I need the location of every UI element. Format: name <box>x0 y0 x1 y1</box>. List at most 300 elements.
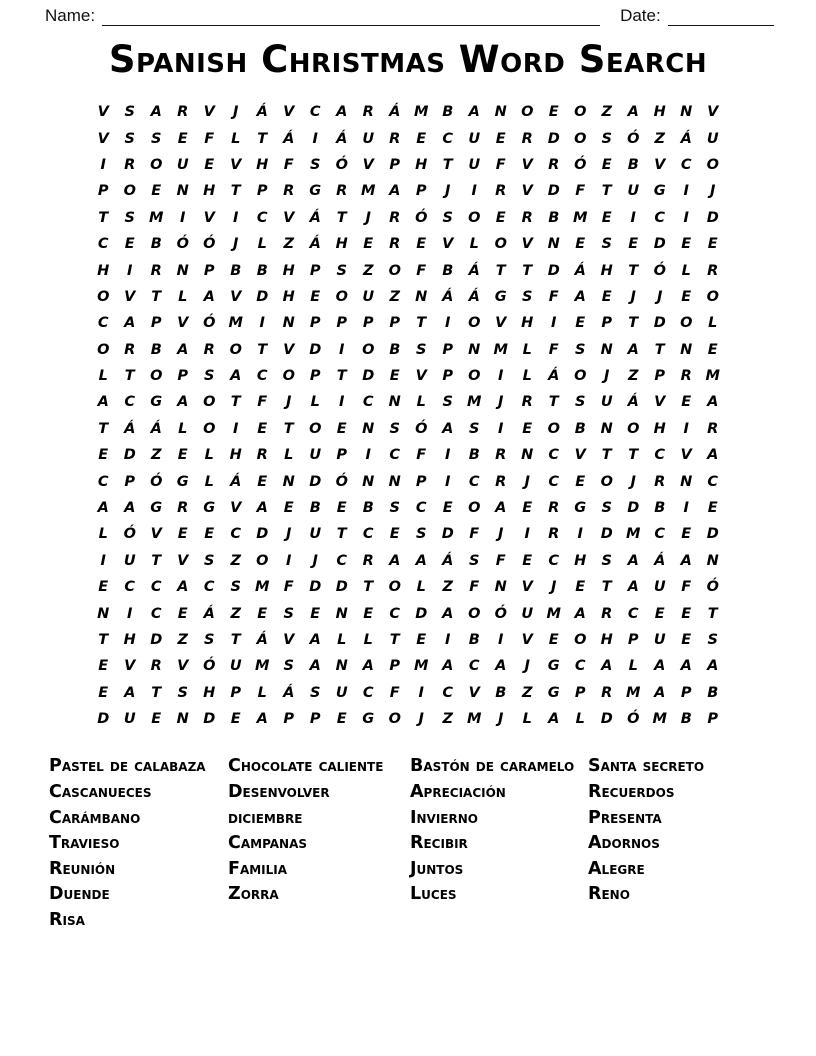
grid-cell: V <box>230 500 242 517</box>
grid-cell: E <box>416 632 427 648</box>
grid-cell: C <box>627 605 639 622</box>
word-list-item: Travieso <box>49 833 120 854</box>
grid-cell: G <box>574 500 587 517</box>
grid-cell: Ó <box>203 236 216 253</box>
grid-cell: F <box>204 130 215 147</box>
word-list-item: Zorra <box>228 884 279 905</box>
grid-cell: J <box>604 368 610 385</box>
grid-cell: A <box>707 394 719 411</box>
grid-cell: A <box>442 605 454 622</box>
grid-cell: T <box>389 632 400 648</box>
grid-cell: O <box>468 315 481 332</box>
grid-cell: L <box>416 394 426 411</box>
grid-cell: T <box>416 315 427 332</box>
grid-cell: S <box>283 605 294 622</box>
grid-cell: J <box>630 288 636 305</box>
grid-cell: V <box>97 104 109 121</box>
grid-cell: D <box>150 632 163 648</box>
grid-cell: Á <box>627 394 639 411</box>
grid-cell: R <box>601 605 613 622</box>
grid-cell: A <box>389 552 401 569</box>
grid-cell: A <box>256 711 268 728</box>
grid-cell: Z <box>362 262 374 279</box>
grid-cell: E <box>336 420 347 437</box>
grid-row <box>90 548 726 574</box>
grid-cell: R <box>601 684 613 701</box>
grid-cell: T <box>98 209 109 226</box>
grid-cell: S <box>336 262 347 279</box>
grid-cell: A <box>574 288 586 305</box>
grid-cell: Á <box>468 288 480 305</box>
grid-cell: O <box>706 288 719 305</box>
grid-cell: N <box>494 579 507 596</box>
grid-cell: R <box>680 368 692 385</box>
grid-cell: I <box>471 183 477 200</box>
grid-cell: D <box>547 130 560 147</box>
grid-cell: E <box>681 526 692 543</box>
grid-cell: O <box>388 262 401 279</box>
grid-cell: C <box>468 473 480 490</box>
grid-cell: N <box>176 262 189 279</box>
grid-cell: D <box>335 579 348 596</box>
grid-cell: P <box>627 632 639 648</box>
grid-cell: T <box>442 156 453 173</box>
grid-cell: C <box>415 500 427 517</box>
grid-cell: E <box>707 236 718 253</box>
grid-cell: N <box>415 288 428 305</box>
grid-cell: Z <box>442 579 453 596</box>
grid-cell: O <box>468 605 481 622</box>
grid-cell: O <box>282 368 295 385</box>
grid-cell: V <box>150 526 162 543</box>
grid-cell: E <box>257 605 268 622</box>
grid-cell: O <box>229 341 242 358</box>
grid-cell: N <box>680 104 693 121</box>
grid-cell: V <box>362 156 374 173</box>
grid-cell: L <box>257 684 267 701</box>
word-list-item: Bastón de caramelo <box>410 756 575 777</box>
grid-cell: D <box>600 711 613 728</box>
grid-cell: B <box>309 500 321 517</box>
grid-cell: L <box>284 447 294 464</box>
grid-cell: T <box>151 552 162 569</box>
grid-cell: R <box>548 156 560 173</box>
grid-cell: E <box>363 605 374 622</box>
word-list-item: Desenvolver <box>228 781 330 802</box>
word-list-item: Campanas <box>228 833 308 854</box>
grid-row <box>90 284 726 310</box>
grid-cell: D <box>256 526 269 543</box>
grid-cell: C <box>654 526 666 543</box>
grid-cell: C <box>362 394 374 411</box>
grid-cell: G <box>362 711 375 728</box>
grid-cell: L <box>310 394 320 411</box>
grid-cell: T <box>601 447 612 464</box>
grid-cell: D <box>706 209 719 226</box>
word-list-item: Invierno <box>410 807 478 828</box>
grid-cell: Á <box>336 130 348 147</box>
grid-row <box>90 310 726 336</box>
grid-cell: Ó <box>123 526 136 543</box>
grid-cell: T <box>601 579 612 596</box>
grid-cell: J <box>498 526 504 543</box>
grid-cell: I <box>339 341 345 358</box>
grid-cell: N <box>680 341 693 358</box>
grid-cell: B <box>654 500 666 517</box>
grid-cell: Ó <box>706 579 719 596</box>
grid-cell: H <box>653 420 666 437</box>
grid-cell: D <box>309 579 322 596</box>
grid-cell: G <box>494 288 507 305</box>
page-title: Spanish Christmas Word Search <box>108 38 708 81</box>
grid-row <box>90 442 726 468</box>
grid-cell: G <box>150 394 163 411</box>
grid-cell: G <box>203 500 216 517</box>
word-list-item: Chocolate caliente <box>228 756 384 777</box>
grid-cell: V <box>283 209 295 226</box>
grid-cell: D <box>547 262 560 279</box>
grid-cell: Ó <box>203 658 216 675</box>
word-list-item: Familia <box>228 858 288 879</box>
grid-cell: E <box>336 500 347 517</box>
grid-cell: A <box>601 658 613 675</box>
grid-cell: S <box>469 420 480 437</box>
grid-cell: E <box>389 368 400 385</box>
grid-cell: S <box>124 104 135 121</box>
grid-cell: Ó <box>150 473 163 490</box>
grid-cell: E <box>204 526 215 543</box>
grid-cell: S <box>416 341 427 358</box>
grid-cell: Á <box>283 130 295 147</box>
grid-cell: M <box>228 315 243 332</box>
grid-cell: V <box>177 552 189 569</box>
grid-cell: E <box>681 288 692 305</box>
grid-cell: S <box>177 684 188 701</box>
grid-cell: P <box>442 341 454 358</box>
grid-cell: V <box>203 209 215 226</box>
word-column <box>410 754 588 933</box>
grid-cell: R <box>362 104 374 121</box>
word-list-item: Apreciación <box>410 781 506 802</box>
grid-cell: E <box>681 605 692 622</box>
grid-cell: J <box>551 579 557 596</box>
grid-cell: N <box>362 420 375 437</box>
grid-cell: D <box>653 315 666 332</box>
grid-cell: A <box>442 420 454 437</box>
grid-cell: E <box>495 209 506 226</box>
grid-cell: Z <box>601 104 612 121</box>
grid-cell: M <box>414 104 429 121</box>
grid-cell: A <box>97 500 109 517</box>
grid-cell: B <box>627 156 639 173</box>
grid-cell: C <box>389 605 401 622</box>
grid-cell: O <box>388 579 401 596</box>
grid-cell: I <box>683 209 689 226</box>
grid-cell: J <box>524 473 530 490</box>
grid-cell: C <box>97 236 109 253</box>
grid-cell: C <box>256 209 268 226</box>
grid-cell: Ó <box>415 209 428 226</box>
grid-cell: T <box>151 684 162 701</box>
grid-cell: C <box>442 684 454 701</box>
word-list-item: Pastel de calabaza <box>49 756 206 777</box>
grid-cell: P <box>97 183 109 200</box>
grid-row <box>90 706 726 732</box>
grid-cell: S <box>707 632 718 648</box>
grid-cell: Ó <box>176 236 189 253</box>
grid-cell: E <box>548 104 559 121</box>
word-list-item: Recuerdos <box>588 781 675 802</box>
grid-cell: A <box>309 658 321 675</box>
grid-cell: F <box>257 394 268 411</box>
grid-cell: O <box>574 130 587 147</box>
grid-cell: V <box>707 104 719 121</box>
grid-cell: I <box>233 420 239 437</box>
grid-cell: P <box>283 711 295 728</box>
grid-cell: P <box>336 447 348 464</box>
grid-cell: I <box>100 552 106 569</box>
grid-cell: D <box>415 605 428 622</box>
grid-cell: S <box>575 394 586 411</box>
grid-row <box>90 257 726 283</box>
grid-cell: N <box>335 605 348 622</box>
grid-cell: L <box>522 341 532 358</box>
grid-cell: T <box>654 341 665 358</box>
grid-cell: J <box>286 394 292 411</box>
grid-cell: C <box>654 209 666 226</box>
grid-cell: A <box>495 658 507 675</box>
grid-cell: B <box>362 500 374 517</box>
grid-cell: V <box>521 156 533 173</box>
grid-cell: Ó <box>574 156 587 173</box>
grid-cell: S <box>230 579 241 596</box>
grid-cell: A <box>627 341 639 358</box>
grid-cell: V <box>521 579 533 596</box>
grid-cell: E <box>283 500 294 517</box>
grid-cell: E <box>124 236 135 253</box>
grid-cell: R <box>389 236 401 253</box>
grid-cell: E <box>177 130 188 147</box>
grid-cell: U <box>468 130 481 147</box>
grid-cell: C <box>124 579 136 596</box>
grid-cell: T <box>628 447 639 464</box>
grid-row <box>90 205 726 231</box>
grid-cell: V <box>521 632 533 648</box>
grid-cell: C <box>442 130 454 147</box>
grid-cell: F <box>575 183 586 200</box>
grid-cell: I <box>127 605 133 622</box>
grid-cell: N <box>521 447 534 464</box>
grid-cell: L <box>522 368 532 385</box>
name-fill-line <box>102 8 600 26</box>
grid-cell: R <box>336 183 348 200</box>
grid-cell: S <box>310 156 321 173</box>
grid-row <box>90 627 726 653</box>
grid-cell: L <box>98 368 108 385</box>
grid-cell: A <box>256 500 268 517</box>
grid-cell: M <box>467 394 482 411</box>
grid-cell: R <box>124 156 136 173</box>
grid-cell: H <box>282 288 295 305</box>
grid-cell: E <box>389 526 400 543</box>
grid-cell: J <box>524 658 530 675</box>
grid-cell: Ó <box>415 420 428 437</box>
grid-cell: O <box>574 368 587 385</box>
grid-cell: A <box>177 579 189 596</box>
grid-cell: J <box>498 394 504 411</box>
grid-cell: I <box>445 447 451 464</box>
grid-cell: G <box>547 658 560 675</box>
grid-cell: P <box>442 368 454 385</box>
grid-cell: Á <box>150 420 162 437</box>
grid-cell: A <box>654 658 666 675</box>
grid-cell: O <box>362 341 375 358</box>
grid-cell: C <box>707 473 719 490</box>
grid-cell: I <box>577 526 583 543</box>
grid-cell: O <box>203 420 216 437</box>
grid-cell: N <box>282 473 295 490</box>
grid-cell: E <box>522 420 533 437</box>
grid-cell: L <box>708 315 718 332</box>
word-list-item: Recibir <box>410 833 468 854</box>
grid-cell: B <box>256 262 268 279</box>
grid-cell: U <box>653 579 666 596</box>
grid-cell: V <box>283 341 295 358</box>
grid-cell: I <box>312 130 318 147</box>
grid-cell: P <box>654 368 666 385</box>
grid-cell: D <box>600 526 613 543</box>
grid-cell: R <box>177 104 189 121</box>
grid-cell: V <box>521 236 533 253</box>
grid-cell: Z <box>230 605 241 622</box>
word-list-item: Alegre <box>588 858 645 879</box>
grid-cell: A <box>309 632 321 648</box>
grid-cell: P <box>680 684 692 701</box>
grid-cell: A <box>124 315 136 332</box>
grid-row <box>90 521 726 547</box>
grid-row <box>90 363 726 389</box>
grid-cell: P <box>309 368 321 385</box>
grid-cell: M <box>493 341 508 358</box>
grid-cell: D <box>203 711 216 728</box>
grid-cell: S <box>389 500 400 517</box>
grid-cell: P <box>309 262 321 279</box>
grid-cell: O <box>547 420 560 437</box>
grid-cell: B <box>230 262 242 279</box>
grid-cell: P <box>256 183 268 200</box>
grid-cell: E <box>416 130 427 147</box>
grid-cell: O <box>468 368 481 385</box>
grid-cell: S <box>601 130 612 147</box>
grid-cell: T <box>257 341 268 358</box>
grid-cell: I <box>498 420 504 437</box>
grid-cell: A <box>362 658 374 675</box>
grid-cell: R <box>654 473 666 490</box>
grid-cell: U <box>627 183 640 200</box>
grid-row <box>90 680 726 706</box>
grid-cell: V <box>124 288 136 305</box>
grid-cell: F <box>283 156 294 173</box>
grid-cell: Z <box>230 552 241 569</box>
word-list-item: diciembre <box>228 807 303 828</box>
grid-cell: P <box>309 711 321 728</box>
grid-cell: V <box>495 315 507 332</box>
grid-cell: U <box>706 130 719 147</box>
grid-cell: M <box>626 526 641 543</box>
word-list-item: Risa <box>49 909 85 930</box>
grid-cell: P <box>336 315 348 332</box>
grid-cell: L <box>257 236 267 253</box>
grid-cell: F <box>416 262 427 279</box>
grid-cell: Z <box>521 684 533 701</box>
grid-cell: A <box>442 658 454 675</box>
grid-cell: S <box>204 368 215 385</box>
grid-cell: V <box>654 156 666 173</box>
grid-cell: H <box>203 684 216 701</box>
grid-cell: D <box>256 288 269 305</box>
grid-cell: H <box>229 447 242 464</box>
grid-cell: C <box>548 473 560 490</box>
grid-cell: A <box>627 579 639 596</box>
grid-cell: O <box>309 420 322 437</box>
grid-cell: E <box>707 500 718 517</box>
grid-cell: F <box>681 579 692 596</box>
grid-cell: O <box>494 236 507 253</box>
grid-cell: R <box>150 262 162 279</box>
grid-cell: E <box>363 236 374 253</box>
grid-cell: D <box>309 473 322 490</box>
grid-cell: Ó <box>653 262 666 279</box>
grid-cell: Á <box>230 473 242 490</box>
grid-cell: U <box>229 658 242 675</box>
grid-cell: I <box>498 368 504 385</box>
grid-cell: J <box>312 552 318 569</box>
grid-cell: C <box>256 368 268 385</box>
grid-cell: O <box>574 104 587 121</box>
grid-cell: V <box>230 156 242 173</box>
grid-cell: T <box>495 262 506 279</box>
grid-cell: R <box>495 183 507 200</box>
grid-cell: C <box>362 526 374 543</box>
grid-cell: S <box>601 500 612 517</box>
grid-row <box>90 653 726 679</box>
grid-cell: O <box>468 500 481 517</box>
grid-cell: V <box>97 130 109 147</box>
grid-cell: N <box>362 473 375 490</box>
grid-cell: E <box>151 711 162 728</box>
word-list-item: Adornos <box>588 833 660 854</box>
grid-row <box>90 495 726 521</box>
grid-cell: A <box>548 711 560 728</box>
grid-cell: A <box>97 394 109 411</box>
grid-cell: S <box>151 130 162 147</box>
grid-cell: G <box>150 500 163 517</box>
grid-cell: O <box>521 104 534 121</box>
grid-cell: B <box>495 684 507 701</box>
grid-cell: H <box>97 262 110 279</box>
grid-cell: E <box>416 236 427 253</box>
grid-cell: E <box>601 156 612 173</box>
grid-cell: E <box>654 605 665 622</box>
grid-cell: H <box>653 104 666 121</box>
grid-cell: S <box>310 684 321 701</box>
grid-cell: T <box>522 262 533 279</box>
grid-cell: P <box>389 315 401 332</box>
grid-cell: U <box>123 711 136 728</box>
grid-cell: O <box>150 156 163 173</box>
grid-cell: H <box>600 632 613 648</box>
grid-cell: L <box>681 262 691 279</box>
